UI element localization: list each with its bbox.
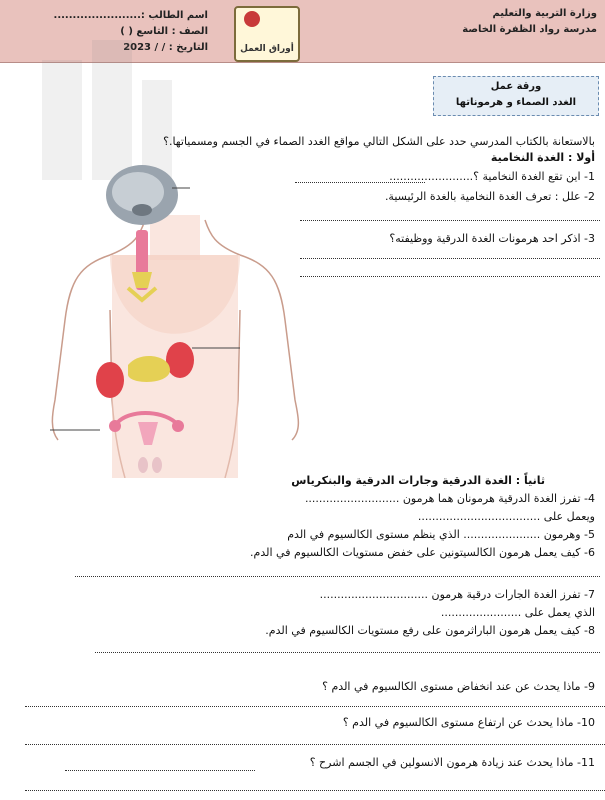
question-4: 4- تفرز الغدة الدرقية هرمونان هما هرمون ........................... — [304, 492, 595, 505]
ministry-name: وزارة التربية والتعليم — [492, 8, 597, 19]
pencil-icon — [244, 11, 260, 27]
school-name: مدرسة رواد الظفرة الخاصة — [462, 24, 597, 35]
question-11: 11- ماذا يحدث عند زيادة هرمون الانسولين في الجسم اشرح ؟ — [309, 756, 595, 769]
question-10: 10- ماذا يحدث عن ارتفاع مستوى الكالسيوم في الدم ؟ — [342, 716, 595, 729]
answer-line-11a[interactable] — [65, 770, 255, 771]
question-3: 3- اذكر احد هرمونات الغدة الدرقية ووظيفته؟ — [389, 232, 595, 245]
section1-heading: أولا : الغدة النخامية — [490, 151, 595, 164]
answer-line-2[interactable] — [300, 220, 600, 221]
school-info — [462, 6, 597, 38]
question-8: 8- كيف يعمل هرمون الباراثرمون على رفع مستويات الكالسيوم في الدم. — [265, 624, 595, 637]
worksheet-subtitle: الغدد الصماء و هرموناتها — [455, 97, 577, 108]
question-9: 9- ماذا يحدث عن عند انخفاض مستوى الكالسيوم في الدم ؟ — [322, 680, 595, 693]
question-7: 7- تفرز الغدة الجارات درقية هرمون ............................... — [319, 588, 595, 601]
answer-line-1[interactable] — [295, 182, 425, 183]
worksheet-title: ورقة عمل — [490, 81, 542, 92]
worksheet-title-box — [433, 76, 599, 116]
worksheet-logo — [234, 6, 300, 62]
question-4b: ويعمل على ................................... — [417, 510, 595, 523]
question-7b: الذي يعمل على ....................... — [440, 606, 595, 619]
intro-instruction: بالاستعانة بالكتاب المدرسي حدد على الشكل التالي مواقع الغدد الصماء في الجسم ومسمياتها.؟ — [163, 135, 595, 148]
question-2: 2- علل : تعرف الغدة النخامية بالغدة الرئيسية. — [384, 190, 595, 203]
endocrine-body-diagram — [40, 160, 310, 478]
question-5: 5- وهرمون ...................... الذي ينظم مستوى الكالسيوم في الدم — [287, 528, 595, 541]
answer-line-8[interactable] — [95, 652, 600, 653]
date-field: التاريخ : / / 2023 — [123, 42, 208, 53]
question-6: 6- كيف يعمل هرمون الكالسيتونين على خفض مستويات الكالسيوم في الدم. — [250, 546, 595, 559]
section2-heading: ثانياً : الغدة الدرقية وجارات الدرقية والبنكرياس — [291, 474, 545, 487]
answer-line-3b[interactable] — [300, 276, 600, 277]
answer-line-9[interactable] — [25, 706, 605, 707]
student-name-field: اسم الطالب :....................... — [53, 10, 208, 21]
answer-line-6[interactable] — [75, 576, 600, 577]
answer-line-3a[interactable] — [300, 258, 600, 259]
answer-line-10[interactable] — [25, 744, 605, 745]
answer-line-11b[interactable] — [25, 790, 605, 791]
grade-field: الصف : التاسع ( ) — [120, 26, 208, 37]
logo-text: أوراق العمل — [240, 44, 294, 54]
question-1: 1- اين تقع الغدة النخامية ؟........................ — [389, 170, 595, 183]
